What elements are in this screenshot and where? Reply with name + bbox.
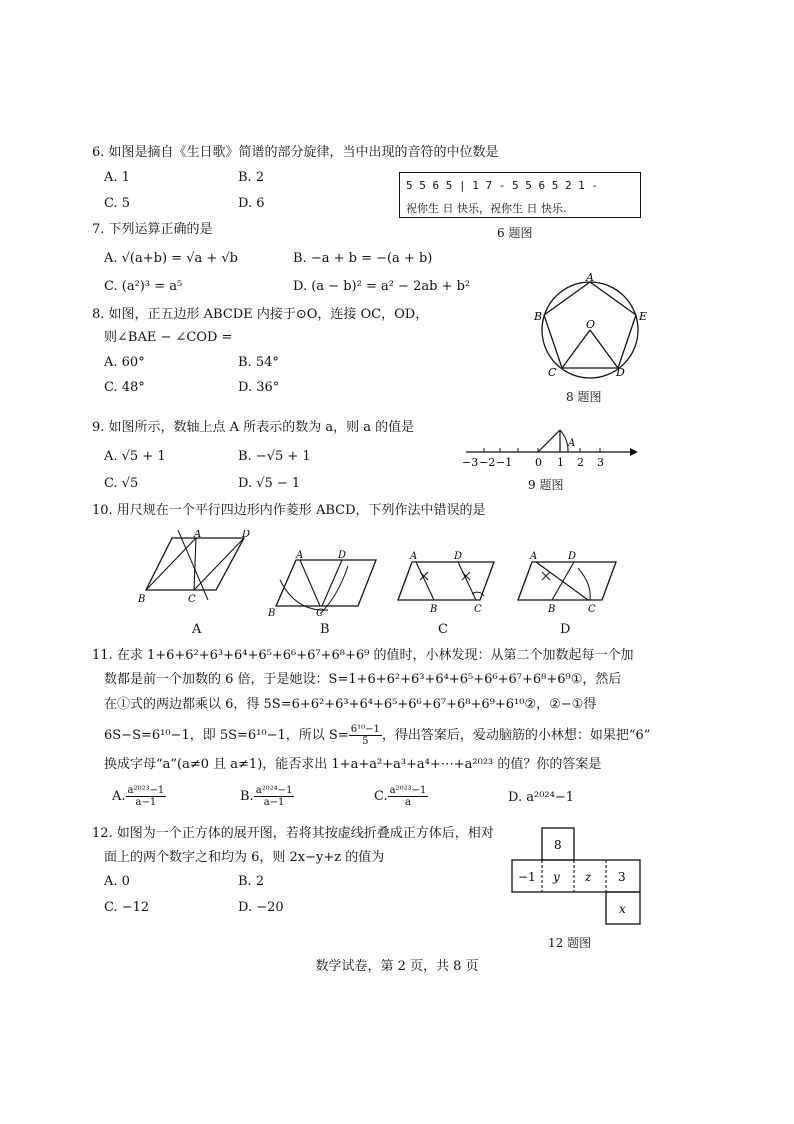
q12-option-a: A. 0 [104, 874, 130, 889]
q11-option-b-den: a−1 [263, 797, 285, 808]
q8-segment-od [590, 330, 618, 368]
q8-label-o: O [586, 318, 596, 331]
q10a-label: A [194, 530, 202, 540]
q12-cell-label: x [619, 902, 626, 916]
q10c-label: A [410, 551, 418, 562]
q8-segment-oc [562, 330, 590, 368]
q8-pentagon-figure [528, 272, 658, 382]
q10a-label: B [138, 594, 146, 605]
q7-option-a: A. √(a+b) = √a + √b [104, 251, 238, 266]
q12-caption: 12 题图 [548, 936, 592, 950]
q9-tick-label: −2 [479, 456, 496, 469]
q9-tick-label: 2 [577, 456, 584, 469]
q11-line-5: 换成字母“a”(a≠0 且 a≠1)，能否求出 1+a+a²+a³+a⁴+⋯+a²⁰²³ 的值？你的答案是 [104, 757, 602, 772]
q10d-arc [578, 568, 590, 600]
q11-line-2: 数都是前一个加数的 6 倍，于是她设：S=1+6+6²+6³+6⁴+6⁵+6⁶+6⁷+6⁸+6⁹①，然后 [104, 672, 622, 687]
q10b-label: D [338, 550, 347, 561]
q6-caption: 6 题图 [497, 226, 533, 240]
q12-stem: 12. 如图为一个正方体的展开图，若将其按虚线折叠成正方体后，相对 [92, 826, 494, 841]
q9-stem: 9. 如图所示，数轴上点 A 所表示的数为 a，则 a 的值是 [92, 420, 415, 435]
q12-cell-label: y [553, 870, 560, 884]
q12-cube-net-figure [510, 826, 646, 926]
q8-label-e: E [639, 310, 648, 323]
q9-tick-label: 1 [557, 456, 564, 469]
q8-option-d: D. 36° [238, 380, 280, 395]
q10-figure-b [266, 550, 384, 620]
q11-fraction-num: 6¹⁰−1 [350, 724, 380, 735]
page-footer: 数学试卷，第 2 页，共 8 页 [315, 959, 479, 974]
q10c-label: B [430, 604, 438, 615]
q10d-side [552, 562, 574, 600]
q8-label-d: D [616, 366, 625, 379]
q8-option-b: B. 54° [238, 355, 279, 370]
q10b-parallelogram [276, 560, 376, 606]
q9-option-c: C. √5 [104, 476, 139, 491]
q10a-label: D [242, 530, 251, 540]
q11-fraction [349, 724, 382, 747]
q7-stem: 7. 下列运算正确的是 [92, 222, 213, 237]
q10d-label: A [530, 551, 538, 562]
q11-option-a-num: a²⁰²³−1 [127, 785, 165, 796]
q9-tick-label: −1 [496, 456, 513, 469]
q6-melody-lyrics: 祝你生 日 快乐，祝你生 日 快乐. [406, 202, 567, 215]
q11-option-d [508, 790, 574, 806]
q9-option-a: A. √5 + 1 [104, 449, 166, 464]
q10a-diag [146, 538, 196, 590]
q10a-label: C [188, 594, 196, 605]
q7-option-d: D. (a − b)² = a² − 2ab + b² [293, 279, 471, 294]
q11-option-a-fraction [126, 785, 167, 808]
q6-melody-notes: 5 5 6 5 | 1 7 - 5 5 6 5 2 1 - [406, 179, 599, 192]
q10c-label: D [454, 551, 463, 562]
q10-figure-label-d: D [560, 622, 571, 637]
q10c-parallelogram [398, 562, 494, 600]
q9-option-d: D. √5 − 1 [238, 476, 301, 491]
q9-caption: 9 题图 [528, 478, 564, 492]
q7-option-c: C. (a²)³ = a⁵ [104, 279, 183, 294]
q11-option-c-fraction [388, 785, 429, 808]
q7-option-b: B. −a + b = −(a + b) [293, 251, 433, 266]
q10b-label: C [316, 608, 324, 619]
q9-point-label: A [568, 438, 576, 449]
q8-option-c: C. 48° [104, 380, 145, 395]
q11-option-a [112, 784, 166, 810]
q10-figure-label-b: B [320, 622, 330, 637]
q11-option-c-num: a²⁰²³−1 [389, 785, 427, 796]
q12-cell-label: 3 [618, 870, 626, 884]
q10-figure-d [512, 550, 624, 616]
q12-option-c: C. −12 [104, 900, 150, 915]
q12-cell-label: z [585, 870, 592, 884]
q11-option-b-num: a²⁰²⁴−1 [255, 785, 293, 796]
q10d-label: C [588, 604, 596, 615]
q6-option-b: B. 2 [238, 170, 265, 185]
q8-stem: 8. 如图，正五边形 ABCDE 内接于⊙O，连接 OC，OD， [92, 307, 429, 322]
q10c-side [458, 562, 476, 600]
q10c-label: C [474, 604, 482, 615]
q10-figure-label-a: A [192, 622, 202, 637]
q11-option-d-label: D. [508, 790, 523, 805]
q11-option-d-text: a²⁰²⁴−1 [526, 790, 574, 805]
q10d-label: B [548, 604, 556, 615]
q10b-side [300, 560, 320, 606]
q10-stem: 10. 用尺规在一个平行四边形内作菱形 ABCD，下列作法中错误的是 [92, 503, 486, 518]
q8-caption: 8 题图 [566, 390, 602, 404]
q11-option-b-fraction [254, 785, 295, 808]
q12-cell-label: −1 [518, 870, 536, 884]
q9-axis-arrow [630, 448, 638, 456]
q8-label-a: A [586, 272, 594, 284]
q11-line-4a: 6S−S=6¹⁰−1，即 5S=6¹⁰−1，所以 S= [104, 728, 349, 743]
q10d-label: D [568, 551, 577, 562]
q8-label-c: C [548, 366, 557, 379]
q11-line-4b: ，得出答案后，爱动脑筋的小林想：如果把“6” [381, 728, 651, 743]
q9-tick-label: −3 [462, 456, 479, 469]
q9-tick-label: 3 [597, 456, 604, 469]
q10b-arc [320, 566, 348, 614]
q6-option-a: A. 1 [104, 170, 130, 185]
q11-option-c-label: C. [374, 789, 388, 804]
q11-option-a-den: a−1 [135, 797, 157, 808]
q11-line-4 [104, 722, 650, 750]
q6-option-d: D. 6 [238, 196, 265, 211]
q10c-side [416, 562, 434, 600]
q10-figure-label-c: C [438, 622, 448, 637]
q6-melody-figure [399, 172, 641, 218]
q12-option-b: B. 2 [238, 874, 265, 889]
q11-line-1: 11. 在求 1+6+6²+6³+6⁴+6⁵+6⁶+6⁷+6⁸+6⁹ 的值时，小林发现：从第二个加数起每一个加 [92, 648, 634, 663]
q11-option-c-den: a [405, 797, 411, 808]
q12-option-d: D. −20 [238, 900, 284, 915]
q10b-label: A [296, 550, 304, 561]
q10a-side [194, 538, 196, 590]
q6-stem: 6. 如图是摘自《生日歌》简谱的部分旋律，当中出现的音符的中位数是 [92, 145, 499, 160]
q8-label-b: B [534, 310, 543, 323]
q11-option-b [240, 784, 294, 810]
q11-fraction-den: 5 [362, 736, 369, 747]
q11-option-a-label: A. [112, 789, 126, 804]
q8-option-a: A. 60° [104, 355, 145, 370]
q9-hypotenuse [538, 430, 560, 452]
q9-option-b: B. −√5 + 1 [238, 449, 311, 464]
q11-line-3: 在①式的两边都乘以 6，得 5S=6+6²+6³+6⁴+6⁵+6⁶+6⁷+6⁸+6⁹+6¹⁰②，②−①得 [104, 697, 597, 712]
q9-tick-label: 0 [535, 456, 542, 469]
q10d-mark [542, 572, 550, 580]
q10b-label: B [268, 608, 276, 619]
q10-figure-a [138, 530, 258, 614]
q12-cell-label: 8 [554, 838, 562, 852]
q10d-diag [536, 562, 588, 600]
q12-stem-2: 面上的两个数字之和均为 6，则 2x−y+z 的值为 [104, 850, 385, 865]
q10d-parallelogram [518, 562, 616, 600]
q11-option-c [374, 784, 428, 810]
q10-figure-c [392, 550, 502, 616]
q9-numberline-figure [462, 418, 642, 474]
q6-option-c: C. 5 [104, 196, 131, 211]
q11-option-b-label: B. [240, 789, 254, 804]
q9-arc [560, 430, 568, 452]
q10a-diag [194, 538, 244, 590]
q8-stem-2: 则∠BAE − ∠COD = [104, 330, 233, 345]
